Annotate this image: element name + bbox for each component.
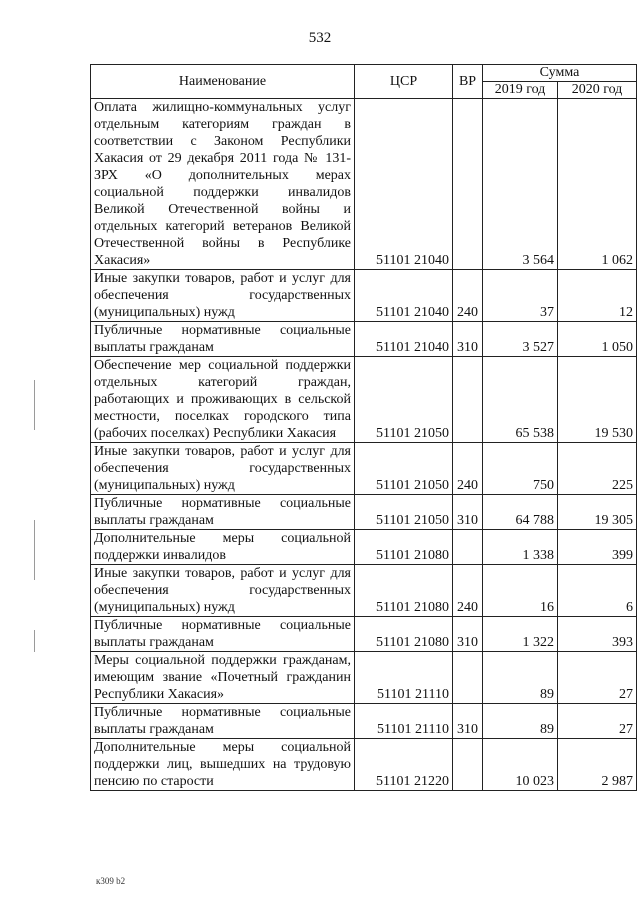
- row-sum-2019: 16: [483, 565, 558, 617]
- row-vr: [453, 357, 483, 443]
- row-vr: [453, 530, 483, 565]
- row-sum-2020: 27: [558, 704, 637, 739]
- margin-mark: [34, 630, 35, 652]
- header-csr: ЦСР: [355, 65, 453, 99]
- header-year-2020: 2020 год: [558, 82, 637, 99]
- row-name: Иные закупки товаров, работ и услуг для обеспечения государственных (муниципальных) нужд: [91, 270, 355, 322]
- row-sum-2019: 1 322: [483, 617, 558, 652]
- row-csr: 51101 21080: [355, 617, 453, 652]
- row-csr: 51101 21110: [355, 652, 453, 704]
- row-name: Публичные нормативные социальные выплаты гражданам: [91, 495, 355, 530]
- row-sum-2019: 10 023: [483, 739, 558, 791]
- header-sum: Сумма: [483, 65, 637, 82]
- row-name: Иные закупки товаров, работ и услуг для обеспечения государственных (муниципальных) нужд: [91, 443, 355, 495]
- table-row: [91, 739, 637, 791]
- row-csr: 51101 21040: [355, 270, 453, 322]
- row-vr: 310: [453, 704, 483, 739]
- header-vr: ВР: [453, 65, 483, 99]
- table-row: [91, 495, 637, 530]
- row-csr: 51101 21050: [355, 357, 453, 443]
- row-name: Дополнительные меры социальной поддержки лиц, вышедших на трудовую пенсию по старости: [91, 739, 355, 791]
- row-name: Публичные нормативные социальные выплаты гражданам: [91, 617, 355, 652]
- row-sum-2020: 393: [558, 617, 637, 652]
- table-row: [91, 270, 637, 322]
- row-vr: 310: [453, 322, 483, 357]
- row-vr: 240: [453, 443, 483, 495]
- row-vr: 240: [453, 270, 483, 322]
- row-csr: 51101 21040: [355, 322, 453, 357]
- row-name: Меры социальной поддержки гражданам, имеющим звание «Почетный гражданин Республики Хакасия»: [91, 652, 355, 704]
- row-csr: 51101 21040: [355, 99, 453, 270]
- row-sum-2020: 19 305: [558, 495, 637, 530]
- margin-mark: [34, 380, 35, 430]
- row-csr: 51101 21050: [355, 495, 453, 530]
- row-sum-2020: 1 050: [558, 322, 637, 357]
- row-name: Иные закупки товаров, работ и услуг для обеспечения государственных (муниципальных) нужд: [91, 565, 355, 617]
- table-row: [91, 99, 637, 270]
- header-name: Наименование: [91, 65, 355, 99]
- row-name: Обеспечение мер социальной поддержки отдельных категорий граждан, работающих и проживающих в сельской местности, поселках городского типа (рабочих поселках) Республики Хакасия: [91, 357, 355, 443]
- row-sum-2019: 3 527: [483, 322, 558, 357]
- table-row: [91, 357, 637, 443]
- table-row: [91, 652, 637, 704]
- row-csr: 51101 21220: [355, 739, 453, 791]
- budget-table: [90, 64, 637, 791]
- row-name: Дополнительные меры социальной поддержки инвалидов: [91, 530, 355, 565]
- row-sum-2019: 750: [483, 443, 558, 495]
- footer-code: к309 b2: [96, 876, 126, 886]
- table-row: [91, 443, 637, 495]
- table-row: [91, 530, 637, 565]
- row-sum-2019: 1 338: [483, 530, 558, 565]
- row-sum-2020: 12: [558, 270, 637, 322]
- table-row: [91, 322, 637, 357]
- row-sum-2020: 399: [558, 530, 637, 565]
- row-sum-2019: 65 538: [483, 357, 558, 443]
- row-sum-2020: 27: [558, 652, 637, 704]
- row-sum-2020: 225: [558, 443, 637, 495]
- row-name: Оплата жилищно-коммунальных услуг отдельным категориям граждан в соответствии с Законом Республики Хакасия от 29 декабря 2011 года № 131-ЗРХ «О дополнительных мерах социальной поддержки инвалидов Великой Отечественной войны и отдельных категорий ветеранов Великой Отечественной войны в Республике Хакасия»: [91, 99, 355, 270]
- row-sum-2020: 2 987: [558, 739, 637, 791]
- row-sum-2020: 1 062: [558, 99, 637, 270]
- row-sum-2020: 19 530: [558, 357, 637, 443]
- row-vr: [453, 652, 483, 704]
- row-csr: 51101 21110: [355, 704, 453, 739]
- row-vr: 310: [453, 495, 483, 530]
- row-csr: 51101 21050: [355, 443, 453, 495]
- row-sum-2019: 37: [483, 270, 558, 322]
- row-sum-2019: 89: [483, 652, 558, 704]
- row-sum-2019: 3 564: [483, 99, 558, 270]
- row-csr: 51101 21080: [355, 565, 453, 617]
- margin-mark: [34, 520, 35, 580]
- row-vr: 310: [453, 617, 483, 652]
- row-sum-2019: 89: [483, 704, 558, 739]
- table-row: [91, 565, 637, 617]
- page-number: 532: [308, 30, 332, 46]
- row-name: Публичные нормативные социальные выплаты гражданам: [91, 322, 355, 357]
- row-vr: [453, 99, 483, 270]
- row-name: Публичные нормативные социальные выплаты гражданам: [91, 704, 355, 739]
- row-sum-2020: 6: [558, 565, 637, 617]
- row-vr: [453, 739, 483, 791]
- table-row: [91, 704, 637, 739]
- header-year-2019: 2019 год: [483, 82, 558, 99]
- row-vr: 240: [453, 565, 483, 617]
- row-csr: 51101 21080: [355, 530, 453, 565]
- table-row: [91, 617, 637, 652]
- row-sum-2019: 64 788: [483, 495, 558, 530]
